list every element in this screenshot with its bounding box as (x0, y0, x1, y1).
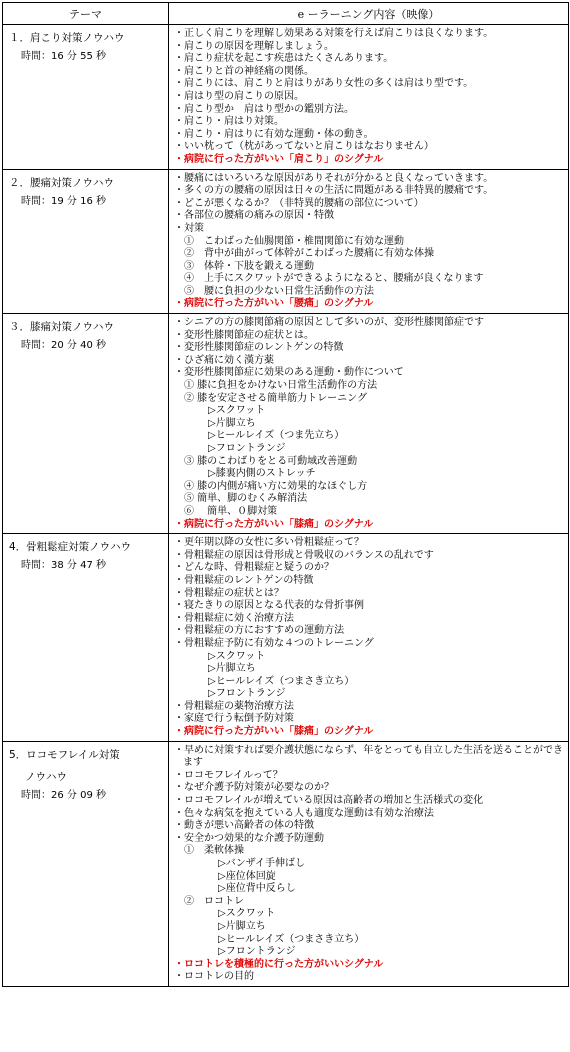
content-list-item: ▷フロントランジ (208, 443, 286, 454)
header-row (3, 3, 569, 25)
content-list-item: ・変形性膝関節症のレントゲンの特徴 (174, 342, 344, 354)
content-list-item: ・肩こりには、肩こりと肩はりがあり女性の多くは肩はり型です。 (174, 78, 474, 90)
content-list-item: ▷座位背中反らし (218, 883, 296, 895)
content-list-item: ・早めに対策すれば要介護状態にならず、年をとっても自立した生活を送ることができます (174, 744, 563, 769)
section-row (3, 169, 569, 314)
content-list-item: ・骨粗鬆症に効く治療方法 (174, 612, 294, 624)
content-list-item: ・更年期以降の女性に多い骨粗鬆症って？ (174, 537, 364, 549)
content-list-item: ▷バンザイ手伸ばし (218, 858, 305, 869)
content-list-item: ・動きが悪い高齢者の体の特徴 (174, 820, 314, 832)
section-time: 時間：16 分 55 秒 (21, 51, 106, 62)
content-list-item: ・ロコモフレイルって？ (174, 769, 283, 781)
section-title: １．肩こり対策ノウハウ (9, 32, 125, 44)
content-list-item: ▷片脚立ち (218, 920, 266, 932)
content-list-item: ④ 膝の内側が痛い方に効果的なほぐし方 (184, 480, 368, 492)
content-list-item: ・肩こりの原因を理解しましょう。 (174, 40, 334, 52)
warning-signal-item: ・病院に行った方がいい「腰痛」のシグナル (174, 298, 374, 310)
content-list-item: ① こわばった仙腸関節・椎間関節に有効な運動 (184, 235, 404, 247)
content-list-item: ① 膝に負担をかけない日常生活動作の方法 (184, 380, 378, 392)
content-list-item: ② 背中が曲がって体幹がこわばった腰痛に有効な体操 (184, 248, 434, 260)
warning-signal-item: ・病院に行った方がいい「肩こり」のシグナル (174, 153, 384, 165)
warning-signal-item: ・ロコトレを積極的に行った方がいいシグナル (174, 958, 384, 970)
section-content-cell (169, 25, 569, 170)
content-list-item: ⑥ 簡単、０脚対策 (184, 505, 278, 517)
content-list-item: ・骨粗鬆症の薬物治療方法 (174, 700, 294, 712)
warning-signal-item: ・病院に行った方がいい「膝痛」のシグナル (174, 518, 374, 530)
content-list-item: ▷片脚立ち (208, 663, 256, 675)
header-content: e ーラーニング内容（映像） (169, 3, 569, 25)
section-row (3, 25, 569, 170)
section-theme-cell (3, 741, 169, 986)
content-list-item: ③ 体幹・下肢を鍛える運動 (184, 260, 314, 272)
content-list-item: ▷ヒールレイズ（つまさき立ち） (208, 675, 355, 687)
section-title: 4．骨粗鬆症対策ノウハウ (9, 541, 132, 554)
content-list-item: ・安全かつ効果的な介護予防運動 (174, 832, 324, 844)
section-time: 時間：20 分 40 秒 (21, 340, 106, 352)
section-theme-cell (3, 314, 169, 534)
content-list-item: ・肩こり症状を起こす疾患はたくさんあります。 (174, 53, 394, 65)
content-list-item: ⑤ 腰に負担の少ない日常生活動作の方法 (184, 285, 374, 297)
content-list-item: ・寝たきりの原因となる代表的な骨折事例 (174, 600, 364, 612)
section-theme-cell (3, 169, 169, 314)
section-time: 時間：26 分 09 秒 (21, 789, 106, 801)
content-list-item: ・腰痛にはいろいろな原因がありそれが分かると良くなっていきます。 (174, 172, 494, 184)
content-list-item: ・肩こり型か 肩はり型かの鑑別方法。 (174, 103, 354, 115)
section-content-cell (169, 169, 569, 314)
section-time: 時間：38 分 47 秒 (21, 560, 106, 572)
section-row (3, 314, 569, 534)
content-list-item: ▷フロントランジ (218, 946, 296, 958)
section-theme-cell (3, 25, 169, 170)
content-list-item: ・正しく肩こりを理解し効果ある対策を行えば肩こりは良くなります。 (174, 28, 494, 39)
section-title: 5．ロコモフレイル対策 (9, 748, 120, 761)
content-list-item: ・ロコトレの目的 (174, 971, 254, 983)
warning-signal-item: ・病院に行った方がいい「膝痛」のシグナル (174, 726, 374, 738)
content-list-item: ▷片脚立ち (208, 417, 256, 429)
content-list-item: ・どこが悪くなるか？（非特異的腰痛の部位について） (174, 197, 424, 209)
section-row (3, 741, 569, 986)
header-theme: テーマ (3, 3, 169, 25)
content-list-item: ▷スクワット (208, 405, 266, 417)
content-list-item: ・肩こりと首の神経痛の関係。 (174, 65, 314, 77)
content-list-item: ・肩こり・肩はりに有効な運動・体の動き。 (174, 128, 374, 140)
content-list-item: ▷ヒールレイズ（つま先立ち） (208, 430, 345, 442)
content-list-item: ▷スクワット (218, 908, 276, 920)
elearning-content-table (2, 2, 569, 987)
content-list-item: ▷スクワット (208, 650, 266, 662)
content-list-item: ・変形性膝関節症の症状とは。 (174, 329, 314, 341)
section-title: ３．膝痛対策ノウハウ (9, 321, 114, 334)
content-list-item: ▷膝裏内側のストレッチ (208, 468, 316, 480)
content-list-item: ・どんな時、骨粗鬆症と疑うのか？ (174, 562, 334, 574)
content-list-item: ③ 膝のこわばりをとる可動域改善運動 (184, 455, 358, 467)
content-list-item: ④ 上手にスクワットができるようになると、腰痛が良くなります (184, 273, 484, 285)
section-time: 時間：19 分 16 秒 (21, 195, 106, 207)
content-list-item: ・骨粗鬆症のレントゲンの特徴 (174, 574, 314, 586)
content-list-item: ・いい枕って（枕があってないと肩こりはなおりません） (174, 141, 434, 153)
content-list-item: ・ひざ痛に効く漢方薬 (174, 354, 274, 366)
content-list-item: ・骨粗鬆症予防に有効な４つのトレーニング (174, 637, 374, 649)
content-list-item: ・変形性膝関節症に効果のある運動・動作について (174, 367, 404, 379)
content-list-item: ・各部位の腰痛の痛みの原因・特徴 (174, 210, 334, 222)
content-list-item: ⑤ 簡単、脚のむくみ解消法 (184, 493, 308, 505)
content-list-item: ・対策 (174, 222, 204, 234)
content-list-item: ▷フロントランジ (208, 688, 286, 700)
content-list-item: ・骨粗鬆症の症状とは？ (174, 587, 284, 599)
content-list-item: ・ロコモフレイルが増えている原因は高齢者の増加と生活様式の変化 (174, 795, 484, 807)
section-row (3, 534, 569, 742)
content-list-item: ▷座位体回旋 (218, 870, 276, 882)
section-content-cell (169, 534, 569, 742)
section-theme-cell (3, 534, 169, 742)
content-list-item: ・多くの方の腰痛の原因は日々の生活に問題がある非特異的腰痛です。 (174, 185, 494, 197)
section-title-cont: ノウハウ (25, 770, 67, 783)
content-list-item: ・シニアの方の膝関節痛の原因として多いのが、変形性膝関節症です (174, 317, 484, 329)
content-list-item: ・骨粗鬆症の原因は骨形成と骨吸収のバランスの乱れです (174, 549, 434, 561)
content-list-item: ・家庭で行う転倒予防対策 (174, 713, 294, 725)
content-list-item: ・色々な病気を抱えている人も適度な運動は有効な治療法 (174, 807, 434, 819)
content-list-item: ① 柔軟体操 (184, 845, 244, 857)
section-title: ２．腰痛対策ノウハウ (9, 176, 114, 189)
content-list-item: ・なぜ介護予防対策が必要なのか？ (174, 782, 334, 794)
content-list-item: ▷ヒールレイズ（つまさき立ち） (218, 933, 365, 945)
section-content-cell (169, 741, 569, 986)
content-list-item: ② 膝を安定させる簡単筋力トレーニング (184, 392, 367, 404)
content-list-item: ② ロコトレ (184, 895, 244, 907)
content-list-item: ・肩こり・肩はり対策。 (174, 116, 284, 128)
content-list-item: ・骨粗鬆症の方におすすめの運動方法 (174, 625, 345, 637)
content-list-item: ・肩はり型の肩こりの原因。 (174, 90, 304, 102)
section-content-cell (169, 314, 569, 534)
